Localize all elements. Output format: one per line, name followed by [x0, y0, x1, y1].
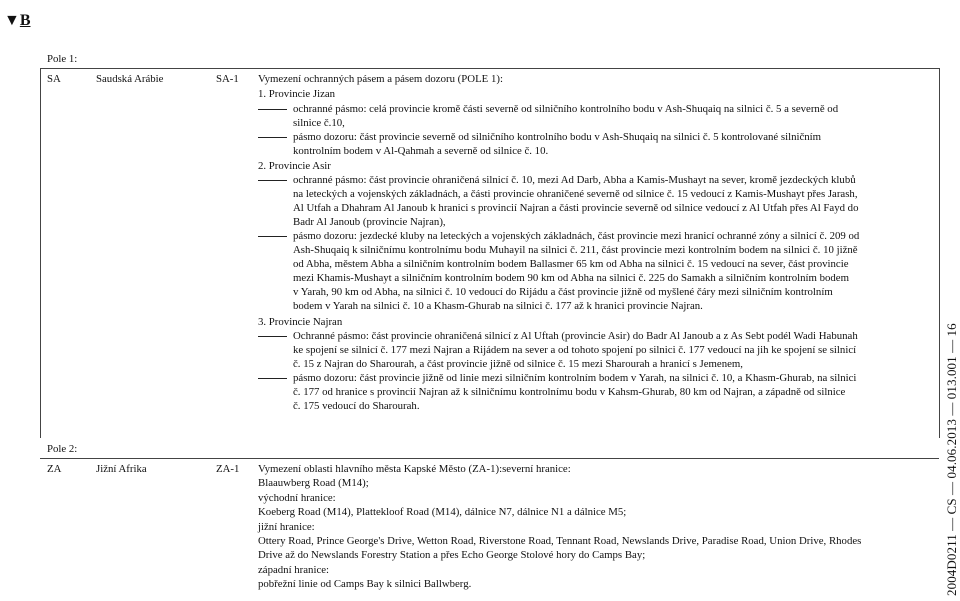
text-line: ke spojení se silnicí č. 177 mezi Najran a Rijádem na sever a od tohoto spojení po silnici č. 177 vedoucí na jih ke spojení se silnicí — [293, 344, 857, 356]
amendment-letter: B — [19, 12, 31, 29]
table-top-rule — [40, 68, 939, 69]
pole-2-label: Pole 2: — [47, 443, 78, 455]
country-name: Jižní Afrika — [96, 463, 147, 475]
text-line: pásmo dozoru: část provincie severně od silničního kontrolního bodu v Ash-Shuqaiq na silnici č. 5 kontrolované silničním — [293, 131, 822, 143]
zone-code: ZA-1 — [216, 463, 240, 475]
country-code: SA — [47, 73, 61, 85]
document-side-reference: 2004D0211 — CS — 04.06.2013 — 013.001 — 16 — [944, 323, 959, 596]
text-line: bodem v Yarah na silnici č. 10 a Khasm-Ghurab na silnici č. 177 až k hranici provincie Najran. — [293, 300, 703, 312]
text-line: č. 15 z Najran do Sharourah, a část provincie jižně od silnice č. 15 mezi Sharourah a hranicí s Jemenem, — [293, 358, 744, 370]
country-code: ZA — [47, 463, 62, 475]
list-dash — [258, 137, 287, 138]
list-dash — [258, 236, 287, 237]
text-line: silnice č.10, — [293, 117, 345, 129]
province-heading: 2. Provincie Asir — [258, 160, 331, 172]
boundary-text: Blaauwberg Road (M14); — [258, 477, 369, 489]
text-line: kontrolním bodem v Al-Qahmah a severně od silnice č. 10. — [293, 145, 549, 157]
amendment-marker — [4, 12, 31, 30]
boundary-label: východní hranice: — [258, 492, 336, 504]
zone-description-title: Vymezení oblasti hlavního města Kapské Město (ZA-1):severní hranice: — [258, 463, 571, 475]
text-line: mezi Khamis-Mushayt a silničním kontrolním bodem 90 km od Abha na silnici č. 225 do Samakh a silničním kontrolním bodem — [293, 272, 849, 284]
table-right-rule — [939, 68, 940, 438]
text-line: Al Utfah a Dhahram Al Janoub k hranici s provincií Najran a části provincie severně od silnice vedoucí z Al Utfah přes Al Fayd do — [293, 202, 859, 214]
table-left-rule — [40, 68, 41, 438]
text-line: na leteckých a vojenských základnách, a části provincie ohraničené severně od silnice č. 15 vedoucí z Kamis-Mushayt přes Jarash, — [293, 188, 858, 200]
text-line: v Yarah, 90 km od Abha, na silnici č. 10 vedoucí do Rijádu a část provincie jižně od myšlené čáry mezi silničním kontrolním — [293, 286, 833, 298]
province-heading: 3. Provincie Najran — [258, 316, 343, 328]
list-dash — [258, 109, 287, 110]
text-line: ochranné pásmo: celá provincie kromě části severně od silničního kontrolního bodu v Ash-Shuqaiq na silnici č. 5 a severně od — [293, 103, 839, 115]
triangle-down-icon: ▼ — [4, 12, 20, 29]
text-line: Ash-Shuqaiq k silničnímu kontrolnímu bodu Muhayil na silnici č. 211, část provincie mezi kontrolním bodem na silnici č. 10 jižně — [293, 244, 858, 256]
boundary-text: Drive až do Newslands Forestry Station a přes Echo George Stolové hory do Camps Bay; — [258, 549, 646, 561]
text-line: pásmo dozoru: jezdecké kluby na leteckých a vojenských základnách, část provincie mezi hranicí ochranné zóny a silnicí č. 209 od — [293, 230, 860, 242]
text-line: č. 177 od hranice s provincií Najran až k silničnímu kontrolnímu bodu v Kahsm-Ghurab, 80 km od Najran, a západně od silnice — [293, 386, 846, 398]
list-dash — [258, 336, 287, 337]
boundary-label: jižní hranice: — [258, 521, 315, 533]
list-dash — [258, 378, 287, 379]
text-line: Ochranné pásmo: část provincie ohraničená silnicí z Al Uftah (provincie Asir) do Badr Al Janoub a z As Sebt podél Wadi Habunah — [293, 330, 858, 342]
table-top-rule — [40, 458, 939, 459]
text-line: ochranné pásmo: část provincie ohraničená silnicí č. 10, mezi Ad Darb, Abha a Kamis-Mushayt na sever, kromě jezdeckých klubů — [293, 174, 856, 186]
boundary-text: Koeberg Road (M14), Plattekloof Road (M14), dálnice N7, dálnice N1 a dálnice M5; — [258, 506, 627, 518]
text-line: pásmo dozoru: část provincie jižně od linie mezi silničním kontrolním bodem v Yarah, na silnici č. 10, a Khasm-Ghurab, na silnici — [293, 372, 857, 384]
zone-description-title: Vymezení ochranných pásem a pásem dozoru (POLE 1): — [258, 73, 503, 85]
boundary-label: západní hranice: — [258, 564, 330, 576]
boundary-text: Ottery Road, Prince George's Drive, Wetton Road, Riverstone Road, Tennant Road, Newslands Drive, Paradise Road, Union Drive, Rhodes — [258, 535, 862, 547]
text-line: Badr Al Janoub (provincie Najran), — [293, 216, 446, 228]
text-line: č. 175 vedoucí do Sharourah. — [293, 400, 420, 412]
zone-code: SA-1 — [216, 73, 239, 85]
boundary-text: pobřežní linie od Camps Bay k silnici Ballwberg. — [258, 578, 472, 590]
text-line: od Abha, městem Abha a silničním kontrolním bodem Ballasmer 65 km od Abha na silnici č. 15 vedoucí na sever, část provincie — [293, 258, 849, 270]
pole-1-label: Pole 1: — [47, 53, 78, 65]
country-name: Saudská Arábie — [96, 73, 164, 85]
list-dash — [258, 180, 287, 181]
province-heading: 1. Provincie Jizan — [258, 88, 336, 100]
